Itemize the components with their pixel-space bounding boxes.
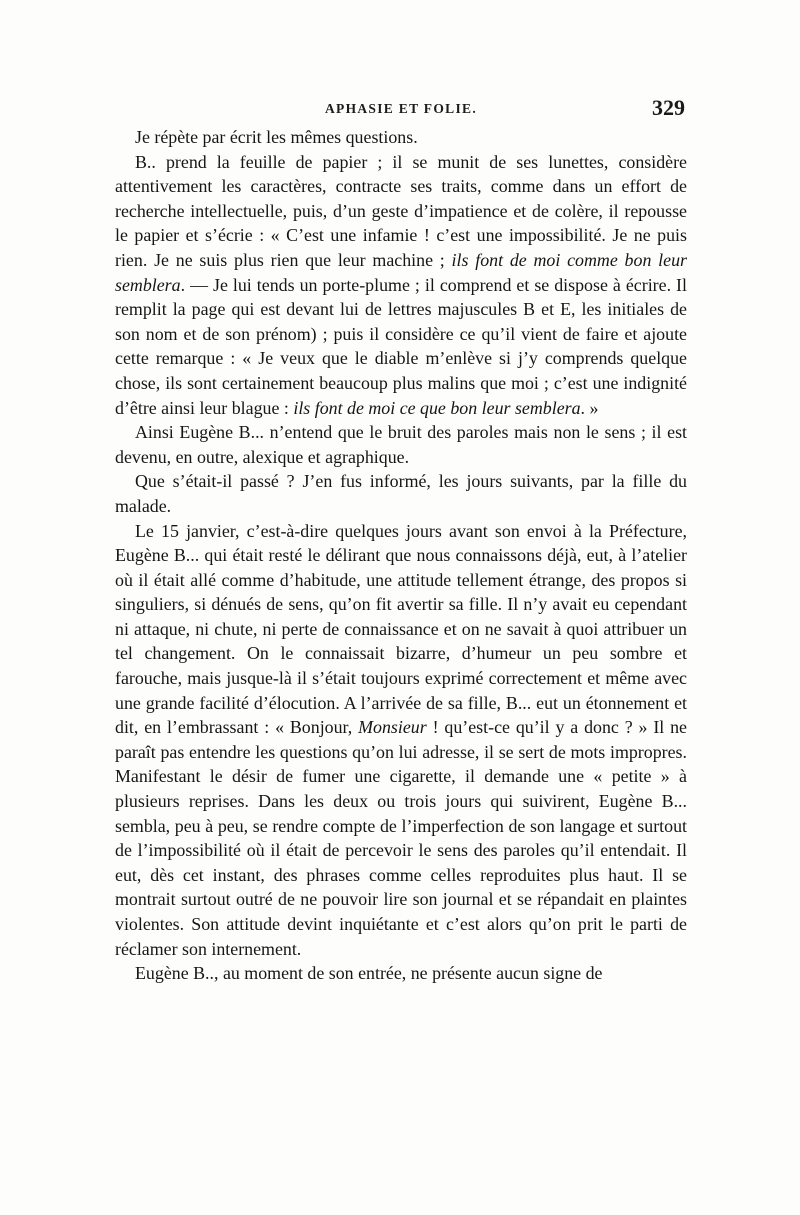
- body-text: [115, 125, 687, 986]
- text-run: . »: [580, 397, 599, 418]
- paragraph: [115, 420, 687, 469]
- book-page: [115, 95, 687, 1155]
- text-run: B.. prend la feuille de papier ; il se munit de ses lunettes, considère attentivement les caractères, contracte ses traits, comme dans un effort de recherche intellectuelle, puis, d’un geste d’impatience et de colère, il repousse le papier et s’écrie : « C’est une infamie ! c’est une impossibilité. Je ne puis rien. Je ne suis plus rien que leur machine ;: [115, 151, 687, 270]
- italic-quote: ils font de moi comme bon leur semblera: [115, 249, 687, 295]
- paragraph: [115, 961, 687, 986]
- running-head: [115, 95, 687, 125]
- running-title: APHASIE ET FOLIE.: [324, 101, 477, 116]
- paragraph: [115, 469, 687, 518]
- text-run: Que s’était-il passé ? J’en fus informé, les jours suivants, par la fille du malade.: [115, 471, 687, 516]
- italic-quote: Monsieur: [358, 717, 427, 738]
- text-run: Eugène B.., au moment de son entrée, ne présente aucun signe de: [135, 963, 603, 984]
- paragraph: [115, 519, 687, 962]
- text-run: Le 15 janvier, c’est-à-dire quelques jours avant son envoi à la Préfecture, Eugène B... qui était resté le délirant que nous connaissons déjà, eut, à l’atelier où il était allé comme d’habitude, une attitude tellement étrange, des propos si singuliers, si dénués de sens, qu’on fit avertir sa fille. Il n’y avait eu cependant ni attaque, ni chute, ni perte de connaissance et on ne savait à quoi attribuer un tel changement. On le connaissait bizarre, d’humeur un peu sombre et farouche, mais jusque-là il s’était toujours exprimé correctement et même avec une grande facilité d’élocution. A l’arrivée de sa fille, B... eut un étonnement et dit, en l’embrassant : « Bonjour,: [115, 520, 687, 738]
- italic-quote: ils font de moi ce que bon leur semblera: [293, 397, 581, 418]
- text-run: ! qu’est-ce qu’il y a donc ? » Il ne paraît pas entendre les questions qu’on lui adresse, il se sert de mots impropres. Manifestant le désir de fumer une cigarette, il demande une « petite » à plusieurs reprises. Dans les deux ou trois jours qui suivirent, Eugène B... sembla, peu à peu, se rendre compte de l’imperfection de son langage et surtout de l’impossibilité où il était de percevoir le sens des paroles qu’il entendait. Il eut, dès cet instant, des phrases comme celles reproduites plus haut. Il se montrait surtout outré de ne pouvoir lire son journal et se répandait en plaintes violentes. Son attitude devint inquiétante et c’est alors qu’on prit le parti de réclamer son internement.: [115, 717, 687, 959]
- text-run: Ainsi Eugène B... n’entend que le bruit des paroles mais non le sens ; il est devenu, en outre, alexique et agraphique.: [115, 422, 687, 467]
- page-number: 329: [652, 95, 685, 120]
- text-run: . — Je lui tends un porte-plume ; il comprend et se dispose à écrire. Il remplit la page qui est devant lui de lettres majuscules B et E, les initiales de son nom et de son prénom) ; puis il considère ce qu’il vient de faire et ajoute cette remarque : « Je veux que le diable m’enlève si j’y comprends quelque chose, ils sont certainement beaucoup plus malins que moi ; c’est une indignité d’être ainsi leur blague :: [115, 274, 687, 418]
- paragraph: [115, 150, 687, 421]
- text-run: Je répète par écrit les mêmes questions.: [135, 127, 418, 147]
- paragraph: [115, 125, 687, 150]
